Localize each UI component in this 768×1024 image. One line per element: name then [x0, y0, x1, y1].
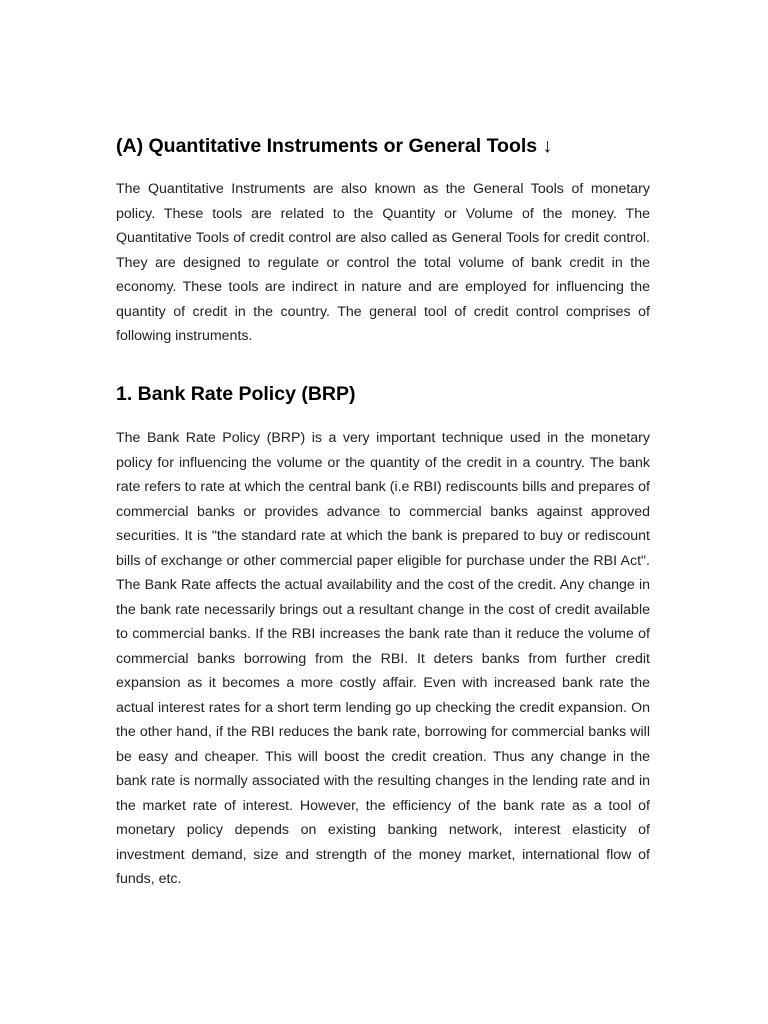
section-a-paragraph: The Quantitative Instruments are also known as the General Tools of monetary policy. These tools are related to the Quantity or Volume of the money. The Quantitative Tools of credit control are also called as General Tools for credit control. They are designed to regulate or control the total volume of bank credit in the economy. These tools are indirect in nature and are employed for influencing the quantity of credit in the country. The general tool of credit control comprises of following instruments.: [116, 181, 650, 344]
bank-rate-policy-heading: 1. Bank Rate Policy (BRP): [116, 383, 356, 405]
bank-rate-policy-paragraph: The Bank Rate Policy (BRP) is a very important technique used in the monetary policy for influencing the volume or the quantity of the credit in a country. The bank rate refers to rate at which the central bank (i.e RBI) rediscounts bills and prepares of commercial banks or provides advance to commercial banks against approved securities. It is "the standard rate at which the bank is prepared to buy or rediscount bills of exchange or other commercial paper eligible for purchase under the RBI Act". The Bank Rate affects the actual availability and the cost of the credit. Any change in the bank rate necessarily brings out a resultant change in the cost of credit available to commercial banks. If the RBI increases the bank rate than it reduce the volume of commercial banks borrowing from the RBI. It deters banks from further credit expansion as it becomes a more costly affair. Even with increased bank rate the actual interest rates for a short term lending go up checking the credit expansion. On the other hand, if the RBI reduces the bank rate, borrowing for commercial banks will be easy and cheaper. This will boost the credit creation. Thus any change in the bank rate is normally associated with the resulting changes in the lending rate and in the market rate of interest. However, the efficiency of the bank rate as a tool of monetary policy depends on existing banking network, interest elasticity of investment demand, size and strength of the money market, international flow of funds, etc.: [116, 430, 650, 887]
section-a-heading: (A) Quantitative Instruments or General Tools ↓: [116, 135, 553, 157]
